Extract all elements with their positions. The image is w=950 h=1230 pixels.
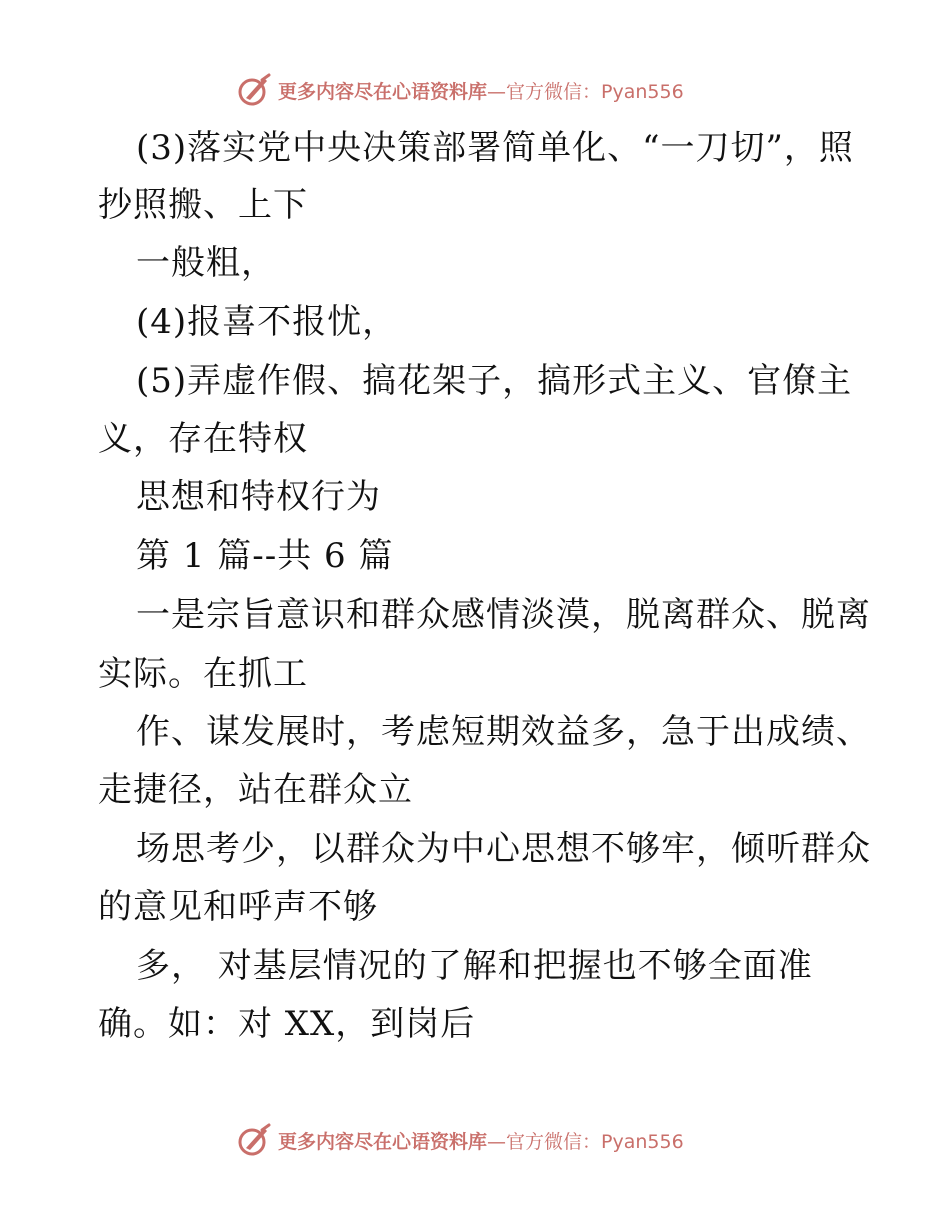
watermark-site-text: 更多内容尽在心语资料库 — [278, 1130, 488, 1153]
text-line: (4)报喜不报忧， — [136, 302, 398, 342]
quill-pen-seal-icon — [236, 1122, 272, 1158]
text-line: 场思考少，以群众为中心思想不够牢，倾听群众 — [136, 829, 871, 869]
text-line: 确。如：对 XX，到岗后 — [98, 1004, 476, 1044]
text-line: 一是宗旨意识和群众感情淡漠，脱离群众、脱离 — [136, 595, 871, 635]
text-line: 第 1 篇--共 6 篇 — [136, 536, 394, 576]
text-line: 思想和特权行为 — [136, 477, 381, 517]
watermark-wechat-text: —官方微信：Pyan556 — [487, 1130, 684, 1153]
text-line: 义，存在特权 — [98, 419, 308, 459]
text-line: 一般粗， — [136, 243, 276, 283]
text-line: (5)弄虚作假、搞花架子，搞形式主义、官僚主 — [136, 361, 853, 401]
text-line: 多， 对基层情况的了解和把握也不够全面准 — [136, 946, 813, 986]
text-line: 抄照搬、上下 — [98, 185, 308, 225]
watermark-footer — [236, 1122, 684, 1158]
text-line: (3)落实党中央决策部署简单化、“一刀切”，照 — [136, 128, 854, 168]
watermark-site-text: 更多内容尽在心语资料库 — [278, 80, 488, 103]
text-line: 实际。在抓工 — [98, 654, 308, 694]
watermark-wechat-text: —官方微信：Pyan556 — [487, 80, 684, 103]
text-line: 走捷径，站在群众立 — [98, 770, 413, 810]
text-line: 的意见和呼声不够 — [98, 887, 378, 927]
text-line: 作、谋发展时，考虑短期效益多，急于出成绩、 — [136, 712, 871, 752]
